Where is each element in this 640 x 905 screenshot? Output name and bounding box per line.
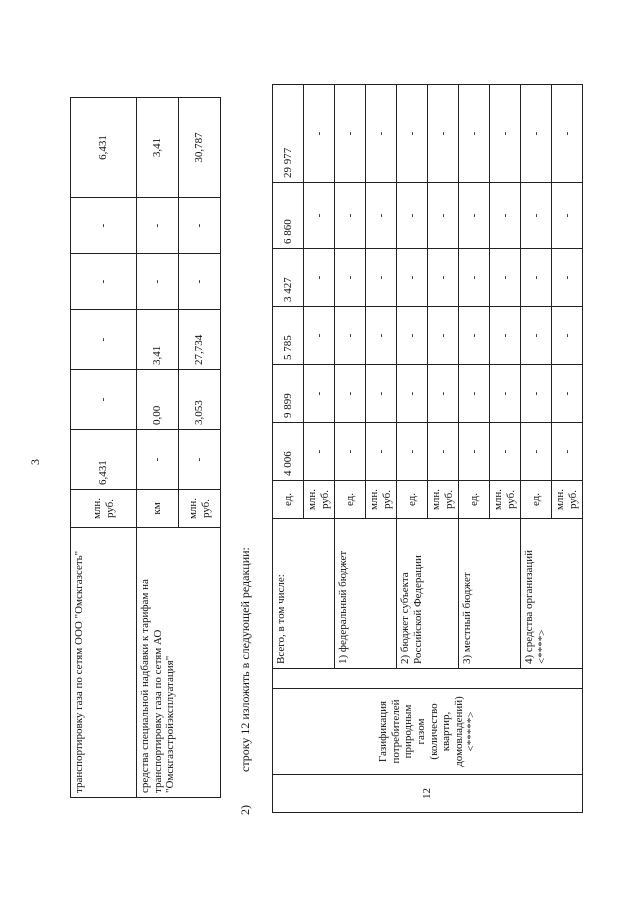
value-cell: 4 006: [273, 423, 304, 481]
value-cell: -: [335, 365, 366, 423]
value-cell: -: [71, 370, 137, 430]
value-cell: -: [397, 183, 428, 249]
value-cell: -: [459, 249, 490, 307]
page-number: 3: [28, 459, 42, 465]
value-cell: -: [521, 423, 552, 481]
value-cell: -: [397, 249, 428, 307]
value-cell: -: [428, 183, 459, 249]
value-cell: 5 785: [273, 307, 304, 365]
value-cell: -: [397, 365, 428, 423]
row-title: Газификация потребителей природным газом (количество квартир, домовладений) <*****>: [273, 689, 583, 775]
instruction-text: строку 12 изложить в следующей редакции:: [238, 547, 252, 772]
row-label: транспортировку газа по сетям ООО "Омскгазсеть": [71, 528, 137, 798]
group-label: Всего, в том числе:: [273, 519, 335, 669]
value-cell: -: [428, 307, 459, 365]
value-cell: -: [304, 307, 335, 365]
value-cell: -: [137, 254, 179, 310]
value-cell: 6,431: [71, 98, 137, 198]
value-cell: -: [428, 249, 459, 307]
value-cell: -: [335, 307, 366, 365]
value-cell: -: [335, 85, 366, 183]
value-cell: -: [521, 307, 552, 365]
value-cell: -: [304, 423, 335, 481]
row12-table: [272, 84, 583, 813]
table-row: [71, 98, 137, 798]
value-cell: -: [366, 307, 397, 365]
value-cell: -: [366, 423, 397, 481]
value-cell: -: [335, 249, 366, 307]
spacer-cell: [273, 669, 583, 689]
value-cell: -: [490, 307, 521, 365]
value-cell: -: [137, 198, 179, 254]
value-cell: 6 860: [273, 183, 304, 249]
value-cell: -: [521, 85, 552, 183]
value-cell: -: [552, 183, 583, 249]
value-cell: -: [459, 183, 490, 249]
value-cell: -: [397, 423, 428, 481]
unit-cell: ед.: [397, 481, 428, 519]
value-cell: -: [552, 423, 583, 481]
value-cell: 3 427: [273, 249, 304, 307]
unit-cell: млн. руб.: [71, 490, 137, 528]
row-number: 12: [273, 775, 583, 813]
unit-cell: млн. руб.: [428, 481, 459, 519]
value-cell: -: [490, 249, 521, 307]
value-cell: -: [552, 249, 583, 307]
value-cell: -: [304, 183, 335, 249]
value-cell: -: [71, 310, 137, 370]
value-cell: -: [490, 423, 521, 481]
value-cell: -: [304, 249, 335, 307]
row-label: средства специальной надбавки к тарифам на транспортировку газа по сетям АО "Омскгазстройэксплуатация": [137, 528, 221, 798]
value-cell: -: [459, 423, 490, 481]
value-cell: -: [521, 365, 552, 423]
value-cell: -: [459, 365, 490, 423]
unit-cell: млн. руб.: [490, 481, 521, 519]
value-cell: -: [397, 307, 428, 365]
value-cell: -: [366, 85, 397, 183]
unit-cell: ед.: [273, 481, 304, 519]
value-cell: -: [137, 430, 179, 490]
table-row: [137, 98, 179, 798]
unit-cell: ед.: [459, 481, 490, 519]
group-label: 4) средства организаций <****>: [521, 519, 583, 669]
value-cell: -: [366, 183, 397, 249]
value-cell: -: [179, 430, 221, 490]
value-cell: -: [304, 365, 335, 423]
value-cell: -: [366, 249, 397, 307]
value-cell: 3,053: [179, 370, 221, 430]
value-cell: -: [335, 423, 366, 481]
unit-cell: млн. руб.: [304, 481, 335, 519]
unit-cell: млн. руб.: [366, 481, 397, 519]
continuation-table: [70, 97, 221, 798]
value-cell: 0,00: [137, 370, 179, 430]
value-cell: -: [552, 85, 583, 183]
group-label: 3) местный бюджет: [459, 519, 521, 669]
value-cell: 29 977: [273, 85, 304, 183]
unit-cell: ед.: [335, 481, 366, 519]
value-cell: -: [179, 254, 221, 310]
value-cell: -: [428, 365, 459, 423]
value-cell: -: [397, 85, 428, 183]
value-cell: -: [71, 254, 137, 310]
value-cell: 27,734: [179, 310, 221, 370]
value-cell: -: [428, 85, 459, 183]
value-cell: 30,787: [179, 98, 221, 198]
value-cell: -: [521, 249, 552, 307]
value-cell: -: [428, 423, 459, 481]
value-cell: -: [71, 198, 137, 254]
instruction-line: [238, 547, 253, 815]
value-cell: -: [304, 85, 335, 183]
value-cell: -: [459, 307, 490, 365]
value-cell: -: [459, 85, 490, 183]
value-cell: -: [490, 183, 521, 249]
value-cell: -: [335, 183, 366, 249]
value-cell: -: [179, 198, 221, 254]
unit-cell: ед.: [521, 481, 552, 519]
group-label: 1) федеральный бюджет: [335, 519, 397, 669]
value-cell: -: [552, 307, 583, 365]
value-cell: -: [552, 365, 583, 423]
value-cell: -: [366, 365, 397, 423]
unit-cell: км: [137, 490, 179, 528]
group-label: 2) бюджет субъекта Российской Федерации: [397, 519, 459, 669]
unit-cell: млн. руб.: [552, 481, 583, 519]
table-row: [273, 85, 304, 813]
value-cell: 3,41: [137, 310, 179, 370]
value-cell: -: [521, 183, 552, 249]
value-cell: 3,41: [137, 98, 179, 198]
value-cell: -: [490, 365, 521, 423]
value-cell: 9 899: [273, 365, 304, 423]
value-cell: 6,431: [71, 430, 137, 490]
instruction-number: 2): [238, 805, 252, 815]
unit-cell: млн. руб.: [179, 490, 221, 528]
value-cell: -: [490, 85, 521, 183]
